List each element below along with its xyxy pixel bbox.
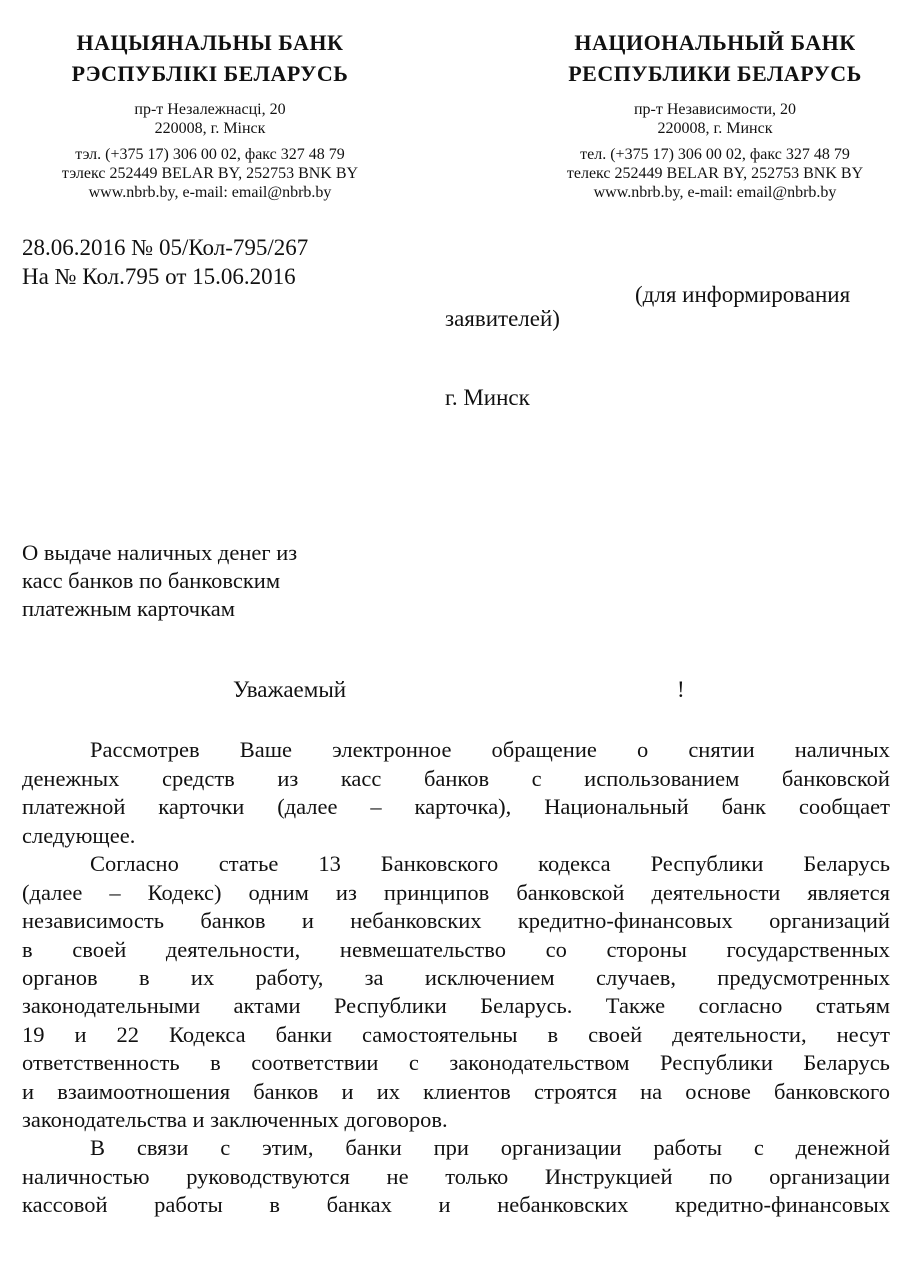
reference-block <box>22 233 308 291</box>
body-line: Согласно статье 13 Банковского кодекса Республики Беларусь <box>90 851 890 876</box>
telex-ru: телекс 252449 BELAR BY, 252753 BNK BY <box>566 165 864 182</box>
subject-line: О выдаче наличных денег из <box>22 540 298 565</box>
address-ru: пр-т Независимости, 20 <box>633 101 797 118</box>
bank-name-ru-2: РЕСПУБЛИКИ БЕЛАРУСЬ <box>568 61 862 86</box>
web-by: www.nbrb.by, e-mail: email@nbrb.by <box>88 184 332 201</box>
addressee-line1: (для информирования <box>635 282 851 307</box>
subject-line: платежным карточкам <box>22 596 235 621</box>
city-by: 220008, г. Мінск <box>154 120 266 137</box>
incoming-number: На № Кол.795 от 15.06.2016 <box>22 264 296 289</box>
phone-ru: тел. (+375 17) 306 00 02, факс 327 48 79 <box>580 146 850 163</box>
bank-name-by-2: РЭСПУБЛІКІ БЕЛАРУСЬ <box>71 61 349 86</box>
body-line: законодательства и заключенных договоров. <box>22 1107 448 1132</box>
body-line: Рассмотрев Ваше электронное обращение о снятии наличных <box>90 737 890 762</box>
outgoing-number: 28.06.2016 № 05/Кол-795/267 <box>22 235 309 260</box>
body-line: наличностью руководствуются не только Инструкцией по организации <box>22 1164 890 1189</box>
telex-by: тэлекс 252449 BELAR BY, 252753 BNK BY <box>61 165 359 182</box>
body-line: следующее. <box>22 823 136 848</box>
contacts-by <box>20 100 400 202</box>
body-line: законодательными актами Республики Беларусь. Также согласно статьям <box>22 993 890 1018</box>
bank-name-ru-1: НАЦИОНАЛЬНЫЙ БАНК <box>574 30 856 55</box>
contacts-ru <box>525 100 905 202</box>
subject-block <box>22 539 297 623</box>
body-line: В связи с этим, банки при организации работы с денежной <box>90 1135 890 1160</box>
body-line: 19 и 22 Кодекса банки самостоятельны в своей деятельности, несут <box>22 1022 890 1047</box>
addressee-line2: заявителей) <box>445 306 560 331</box>
body-line: платежной карточки (далее – карточка), Национальный банк сообщает <box>22 794 890 819</box>
body-line: в своей деятельности, невмешательство со стороны государственных <box>22 937 890 962</box>
body-line: органов в их работу, за исключением случаев, предусмотренных <box>22 965 890 990</box>
address-by: пр-т Незалежнасці, 20 <box>134 101 286 118</box>
salutation-mark: ! <box>677 677 685 702</box>
body-line: (далее – Кодекс) одним из принципов банковской деятельности является <box>22 880 890 905</box>
body-line: независимость банков и небанковских кредитно-финансовых организаций <box>22 908 890 933</box>
web-ru: www.nbrb.by, e-mail: email@nbrb.by <box>593 184 837 201</box>
phone-by: тэл. (+375 17) 306 00 02, факс 327 48 79 <box>75 146 345 163</box>
body-line: и взаимоотношения банков и их клиентов строятся на основе банковского <box>22 1079 890 1104</box>
letterhead-by <box>20 27 400 89</box>
subject-line: касс банков по банковским <box>22 568 281 593</box>
bank-name-by-1: НАЦЫЯНАЛЬНЫ БАНК <box>76 30 344 55</box>
addressee-city: г. Минск <box>445 385 530 410</box>
body-line: ответственность в соответствии с законодательством Республики Беларусь <box>22 1050 890 1075</box>
letterhead-ru <box>525 27 905 89</box>
salutation: Уважаемый <box>233 677 347 702</box>
city-ru: 220008, г. Минск <box>657 120 773 137</box>
body-line: денежных средств из касс банков с использованием банковской <box>22 766 890 791</box>
body-line: кассовой работы в банках и небанковских кредитно-финансовых <box>22 1192 890 1217</box>
